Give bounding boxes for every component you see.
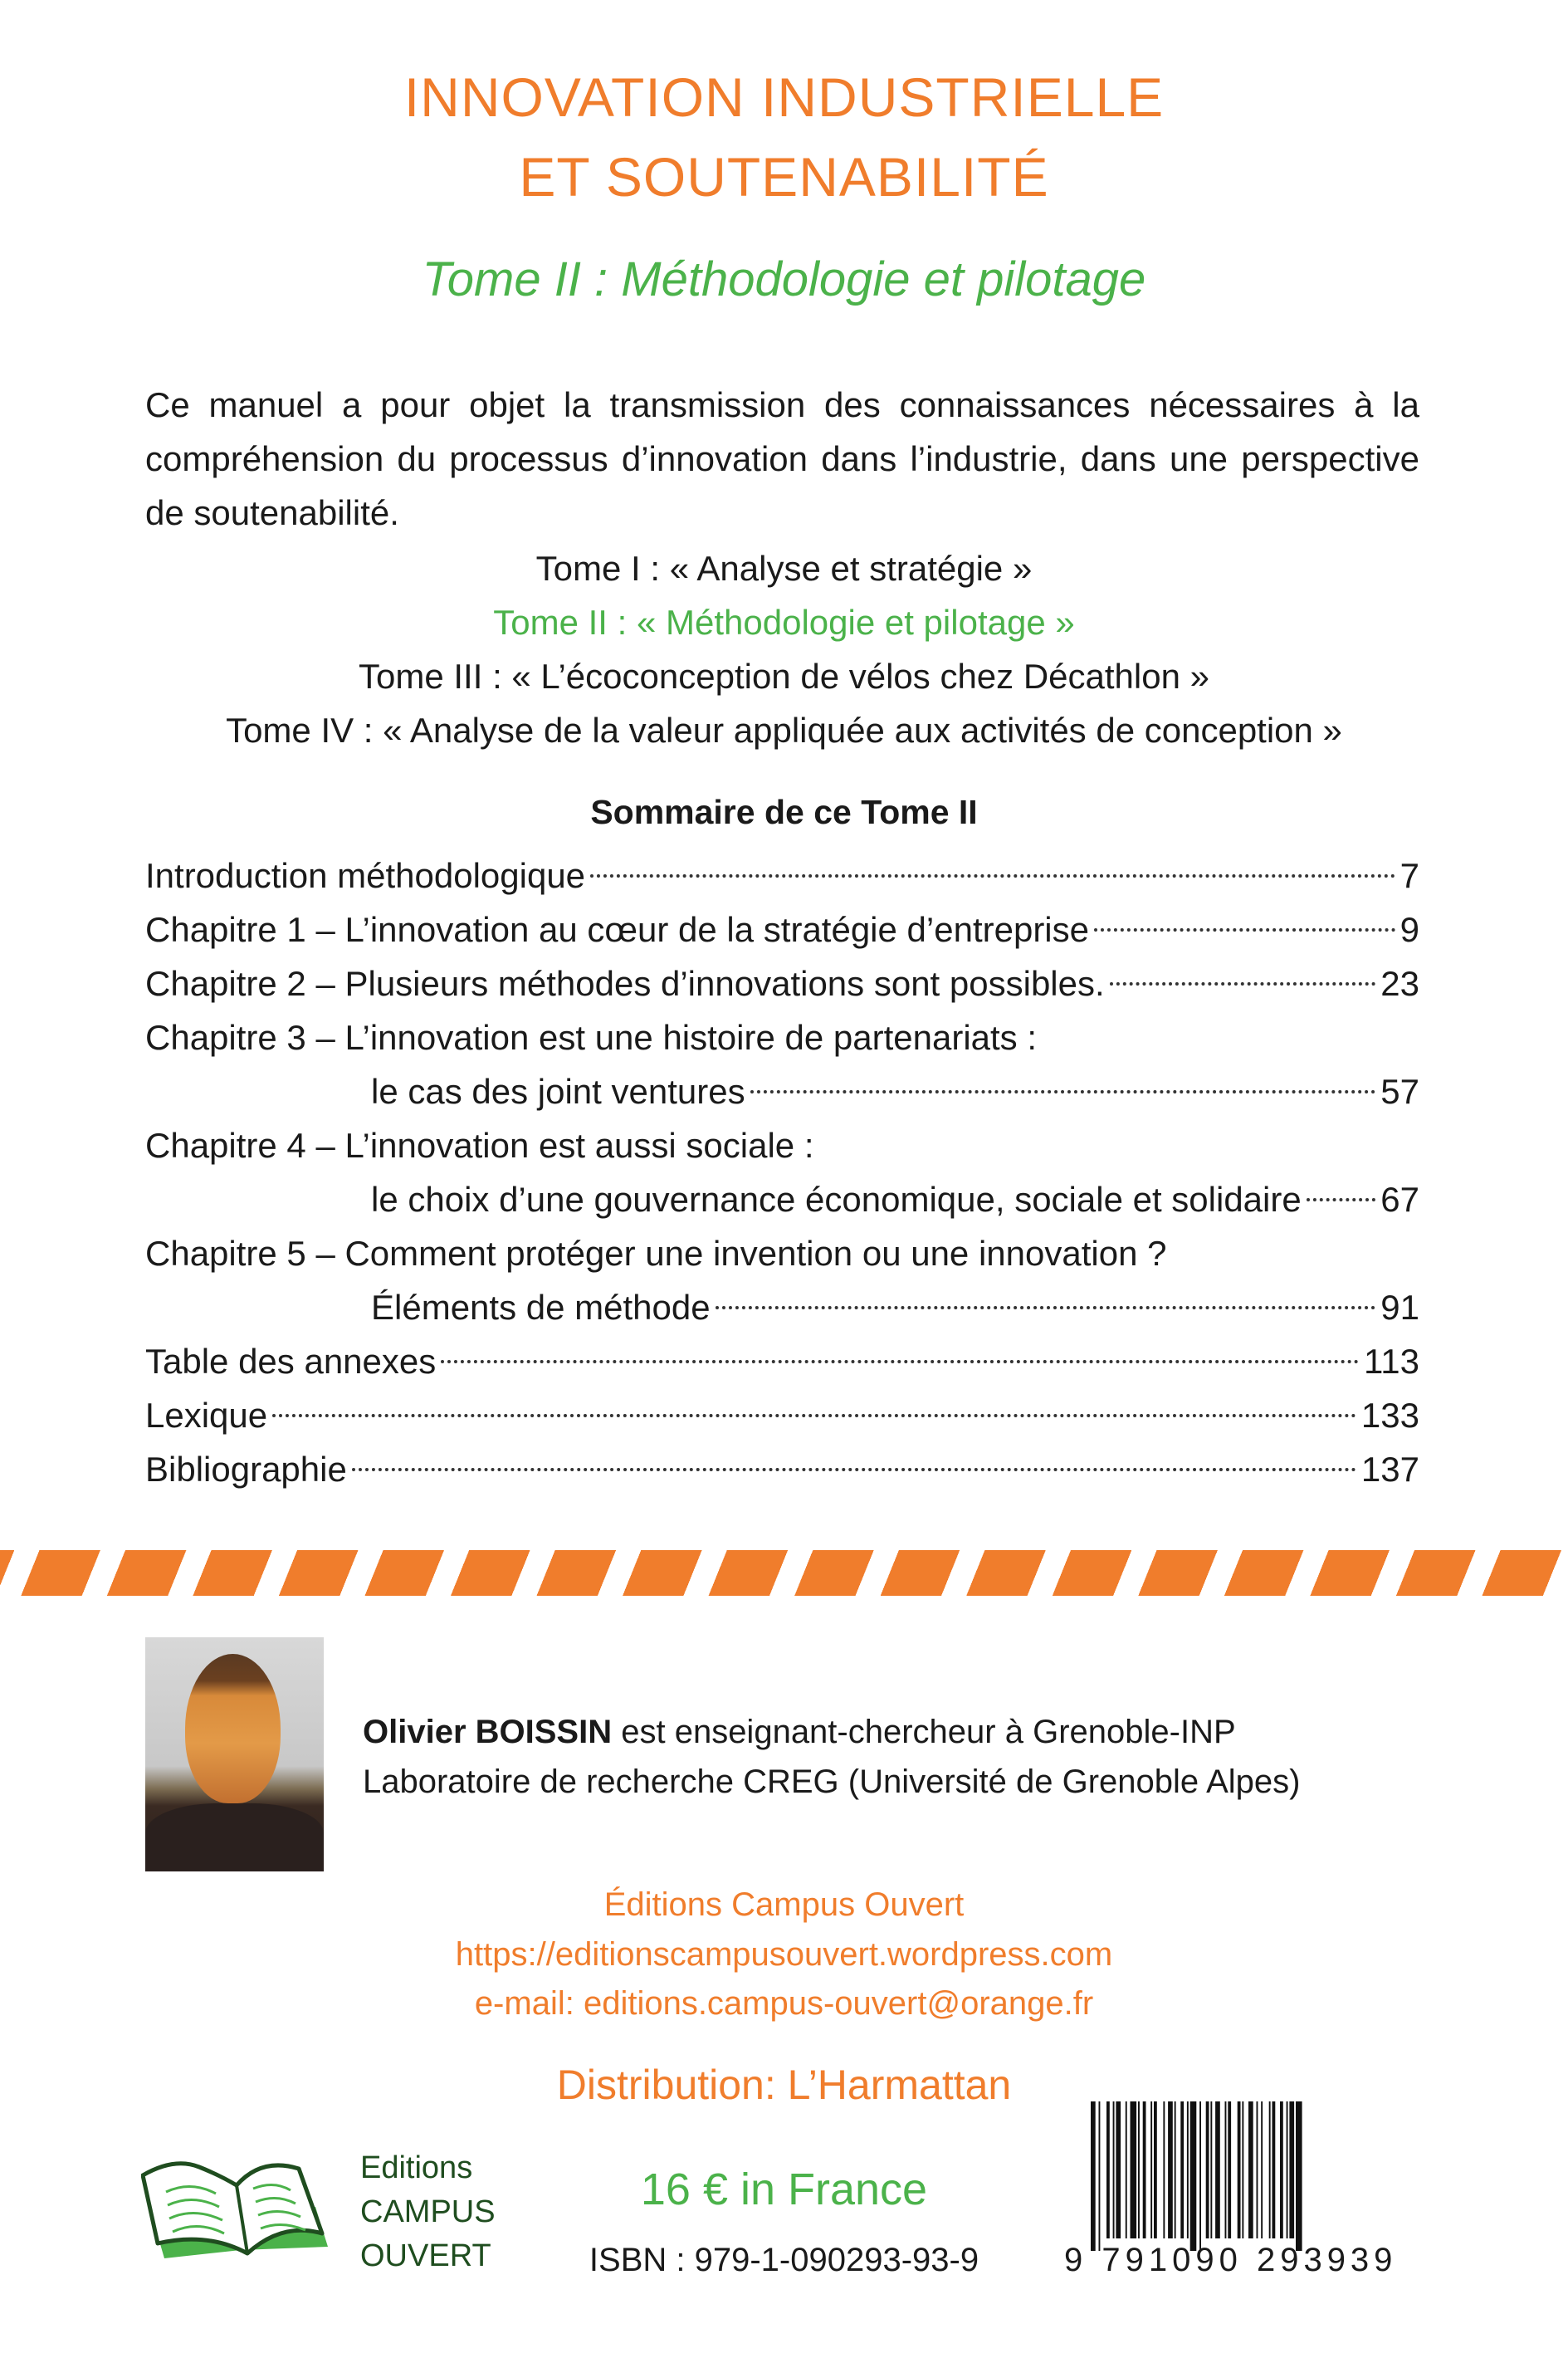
barcode-bar [1180,2101,1184,2238]
table-of-contents [145,849,1419,1496]
author-photo [145,1637,324,1871]
logo-text-campus: CAMPUS [360,2194,496,2229]
barcode-bar [1150,2101,1152,2238]
book-subtitle: Tome II : Méthodologie et pilotage [422,252,1146,306]
barcode-bar [1106,2101,1110,2238]
toc-entry-page: 137 [1360,1450,1419,1489]
barcode-bar [1248,2101,1253,2238]
author-line1 [363,1715,1236,1749]
logo-text-editions: Editions [360,2150,473,2185]
toc-entry-label: Introduction méthodologique [145,856,586,895]
barcode-bar [1138,2101,1140,2238]
barcode-bar [1238,2101,1241,2238]
barcode-bar [1280,2101,1283,2238]
barcode-bar [1190,2101,1197,2251]
barcode-bar [1131,2101,1137,2238]
barcode-bar [1257,2101,1258,2238]
price: 16 € in France [640,2165,928,2214]
barcode-bar [1116,2101,1121,2238]
barcode-bar [1154,2101,1157,2238]
barcode-bar [1296,2101,1302,2251]
book-title-line2: ET SOUTENABILITÉ [519,146,1049,208]
tome-3: Tome III : « L’écoconception de vélos chez Décathlon » [359,657,1209,696]
barcode-bar [1091,2101,1096,2251]
toc-entry [145,1280,1419,1334]
toc-dot-leader [716,1306,1376,1309]
toc-entry [145,903,1419,956]
toc-dot-leader [590,874,1395,878]
barcode-bar [1206,2101,1209,2238]
barcode-bar [1187,2101,1189,2238]
author-role: est enseignant-chercheur à Grenoble-INP [612,1714,1236,1750]
toc-entry [145,849,1419,903]
barcode-bar [1113,2101,1115,2238]
toc-entry-page: 9 [1399,910,1419,949]
sommaire-title: Sommaire de ce Tome II [590,793,978,831]
barcode-bar [1199,2101,1201,2251]
toc-entry-label: le cas des joint ventures [371,1072,745,1111]
toc-entry-page: 67 [1380,1180,1419,1219]
barcode-bar [1210,2101,1212,2238]
toc-entry [145,956,1419,1010]
description: Ce manuel a pour objet la transmission des connaissances nécessaires à la compréhension du processus d’innovation dans l’industrie, dans une perspective de soutenabilité. [145,385,1419,532]
logo-text-ouvert: OUVERT [360,2238,491,2273]
toc-entry-label: Lexique [145,1396,268,1435]
distribution: Distribution: L’Harmattan [556,2062,1012,2108]
barcode-bar [1242,2101,1243,2238]
barcode-bar [1261,2101,1263,2238]
toc-dot-leader [750,1090,1376,1093]
book-title-line1: INNOVATION INDUSTRIELLE [403,66,1165,128]
toc-entry-label: Bibliographie [145,1450,347,1489]
barcode-bar [1099,2101,1101,2251]
isbn: ISBN : 979-1-090293-93-9 [589,2242,979,2278]
toc-entry-label: Chapitre 3 – L’innovation est une histoire de partenariats : [145,1018,1038,1057]
toc-entry-label: Chapitre 5 – Comment protéger une invention ou une innovation ? [145,1234,1167,1273]
toc-entry-page: 57 [1380,1072,1419,1111]
toc-entry-label: Éléments de méthode [371,1288,711,1327]
barcode-bar [1143,2101,1146,2238]
barcode-bar [1168,2101,1173,2238]
toc-dot-leader [441,1360,1359,1363]
toc-entry-page: 23 [1380,964,1419,1003]
barcode-bar [1175,2101,1176,2238]
toc-dot-leader [1110,982,1376,986]
toc-entry-page: 133 [1360,1396,1419,1435]
barcode [1091,2101,1399,2251]
toc-entry-page: 113 [1364,1342,1419,1381]
toc-entry-label: le choix d’une gouvernance économique, sociale et solidaire [371,1180,1302,1219]
toc-entry [145,1442,1419,1496]
barcode-bar [1272,2101,1276,2238]
barcode-bar [1289,2101,1294,2238]
author-line2: Laboratoire de recherche CREG (Université de Grenoble Alpes) [363,1764,1301,1800]
barcode-bar [1287,2101,1288,2238]
toc-dot-leader [1307,1198,1376,1201]
publisher-url[interactable]: https://editionscampusouvert.wordpress.com [455,1936,1113,1973]
toc-entry [145,1334,1419,1388]
barcode-digits: 9 791090 293939 [1064,2242,1398,2278]
toc-dot-leader [352,1468,1356,1471]
barcode-bar [1228,2101,1231,2238]
barcode-bar [1126,2101,1127,2238]
toc-entry [145,1118,1419,1172]
toc-entry [145,1226,1419,1280]
publisher-name: Éditions Campus Ouvert [603,1886,965,1923]
toc-entry-label: Table des annexes [145,1342,437,1381]
toc-entry-label: Chapitre 2 – Plusieurs méthodes d’innovations sont possibles. [145,964,1105,1003]
toc-entry [145,1010,1419,1064]
tome-4: Tome IV : « Analyse de la valeur appliquée aux activités de conception » [226,711,1342,750]
toc-entry [145,1064,1419,1118]
toc-dot-leader [1094,928,1395,932]
toc-dot-leader [272,1414,1356,1417]
barcode-bar [1163,2101,1165,2238]
toc-entry [145,1388,1419,1442]
barcode-bar [1225,2101,1227,2238]
barcode-bar [1215,2101,1220,2238]
toc-entry-page: 91 [1380,1288,1419,1327]
toc-entry-label: Chapitre 1 – L’innovation au cœur de la stratégie d’entreprise [145,910,1089,949]
orange-stripe-band [0,1550,1568,1596]
publisher-email[interactable]: e-mail: editions.campus-ouvert@orange.fr [474,1985,1094,2022]
barcode-bar [1269,2101,1271,2238]
toc-entry-page: 7 [1399,856,1419,895]
toc-entry [145,1172,1419,1226]
tome-1: Tome I : « Analyse et stratégie » [535,549,1033,588]
author-name: Olivier BOISSIN [363,1714,613,1750]
toc-entry-label: Chapitre 4 – L’innovation est aussi sociale : [145,1126,814,1165]
tome-2: Tome II : « Méthodologie et pilotage » [493,603,1075,642]
